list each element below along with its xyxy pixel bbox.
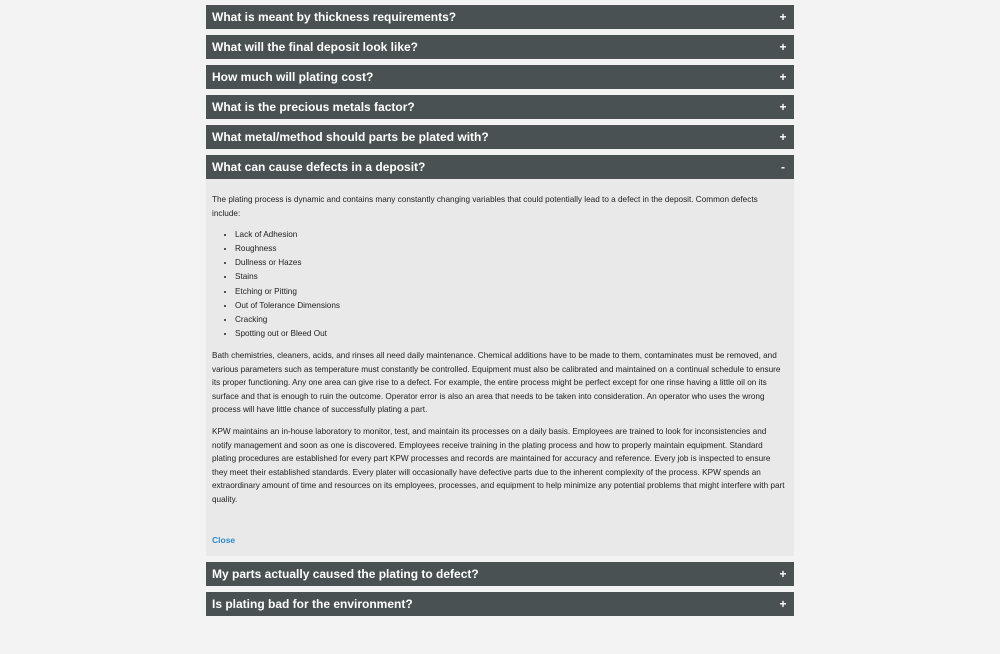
faq-item-parts-caused-defect[interactable] — [206, 562, 794, 586]
list-item: • Roughness — [235, 242, 788, 256]
faq-item-thickness-requirements[interactable] — [206, 5, 794, 29]
faq-item-defects[interactable] — [206, 155, 794, 179]
answer-intro: The plating process is dynamic and contains many constantly changing variables that could potentially lead to a defect in the deposit. Common defects include: — [212, 195, 758, 218]
expand-icon[interactable]: + — [779, 130, 787, 144]
list-item: • Spotting out or Bleed Out — [235, 327, 788, 341]
expand-icon[interactable]: + — [779, 10, 787, 24]
faq-item-precious-metals[interactable] — [206, 95, 794, 119]
list-item: • Out of Tolerance Dimensions — [235, 299, 788, 313]
faq-question: What can cause defects in a deposit? — [212, 160, 426, 174]
faq-question: What is meant by thickness requirements? — [212, 10, 457, 24]
expand-icon[interactable]: + — [779, 40, 787, 54]
answer-paragraph-kpw: KPW maintains an in-house laboratory to monitor, test, and maintain its processes on a daily basis. Employees are trained to look for inconsistencies and notify management and soon as one is discovered. Employees receive training in the plating process and how to properly maintain equipment. Standard plating procedures are established for every part KPW processes and records are maintained for accuracy and reference. Every job is inspected to ensure they meet their established standards. Every plater will occasionally have defective parts due to the inherent complexity of the process. KPW spends an extraordinary amount of time and resources on its employees, processes, and equipment to help minimize any potential problems that might interfere with part quality. — [212, 426, 785, 504]
expand-icon[interactable]: + — [779, 567, 787, 582]
faq-answer-defects — [206, 179, 794, 556]
faq-question: What will the final deposit look like? — [212, 40, 419, 54]
expand-icon[interactable]: + — [779, 597, 787, 612]
list-item: • Lack of Adhesion — [235, 228, 788, 242]
list-item: • Etching or Pitting — [235, 285, 788, 299]
faq-item-environment[interactable] — [206, 592, 794, 616]
defects-list — [212, 228, 788, 341]
faq-question: My parts actually caused the plating to defect? — [212, 567, 479, 582]
expand-icon[interactable]: + — [779, 100, 787, 114]
faq-question: Is plating bad for the environment? — [212, 597, 413, 612]
faq-item-metal-method[interactable] — [206, 125, 794, 149]
collapse-icon[interactable]: - — [781, 160, 785, 174]
list-item: • Stains — [235, 270, 788, 284]
faq-question: What metal/method should parts be plated with? — [212, 130, 489, 144]
answer-paragraph-maintenance: Bath chemistries, cleaners, acids, and rinses all need daily maintenance. Chemical additions have to be made to them, contaminates must be removed, and various parameters such as temperature must constantly be controlled. Equipment must also be calibrated and maintained on a continual schedule to ensure its proper functioning. Any one area can give rise to a defect. For example, the entire process might be perfect except for one rinse having a little oil on its surface and that is enough to ruin the outcome. Operator error is also an area that needs to be taken into consideration. An operator who uses the wrong process will have little chance of successfully plating a part. — [212, 350, 781, 415]
expand-icon[interactable]: + — [779, 70, 787, 84]
list-item: • Dullness or Hazes — [235, 256, 788, 270]
faq-question: How much will plating cost? — [212, 70, 374, 84]
faq-item-plating-cost[interactable] — [206, 65, 794, 89]
close-link[interactable]: Close — [212, 535, 236, 546]
faq-accordion — [206, 5, 794, 622]
faq-question: What is the precious metals factor? — [212, 100, 415, 114]
faq-item-final-deposit[interactable] — [206, 35, 794, 59]
list-item: • Cracking — [235, 313, 788, 327]
